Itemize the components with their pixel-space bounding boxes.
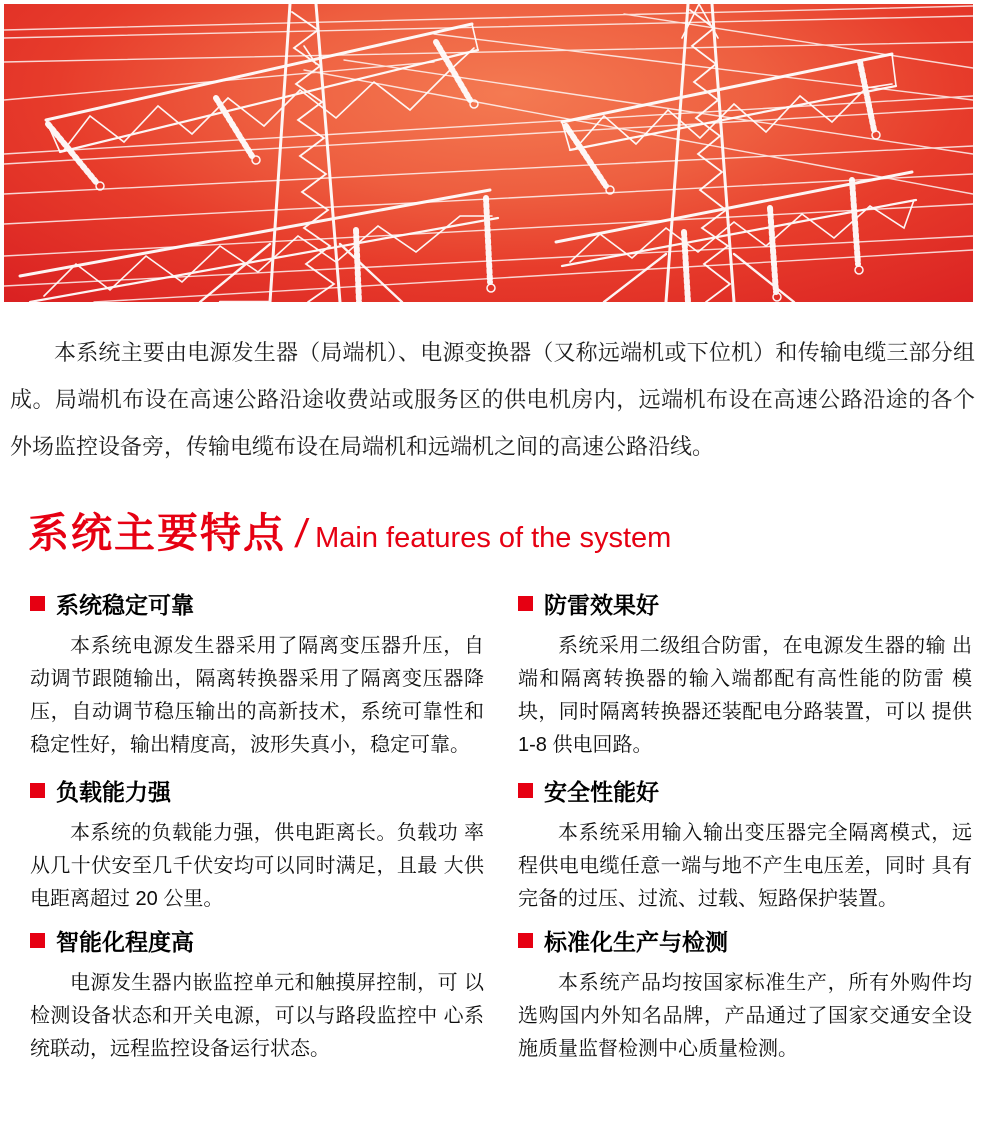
section-heading	[28, 500, 1000, 559]
feature-title	[518, 774, 972, 807]
feature-safety-performance	[518, 774, 972, 924]
red-square-bullet-icon	[30, 783, 45, 798]
feature-title-text: 负载能力强	[56, 779, 171, 805]
transmission-towers-graphic	[4, 4, 973, 302]
feature-title	[30, 774, 484, 807]
feature-body: 电源发生器内嵌监控单元和触摸屏控制，可 以检测设备状态和开关电源，可以与路段监控中 心系统联动，远程监控设备运行状态。	[30, 972, 484, 1060]
red-square-bullet-icon	[518, 933, 533, 948]
brochure-page	[0, 4, 1000, 1127]
red-square-bullet-icon	[30, 596, 45, 611]
red-square-bullet-icon	[518, 596, 533, 611]
feature-system-stability	[30, 587, 484, 774]
section-heading-en: Main features of the system	[315, 522, 672, 554]
feature-standardized-production	[518, 924, 972, 1066]
feature-body: 本系统的负载能力强，供电距离长。负载功 率从几十伏安至几千伏安均可以同时满足，且最 大供电距离超过 20 公里。	[30, 822, 484, 910]
section-heading-slash: /	[292, 512, 311, 556]
feature-body: 系统采用二级组合防雷，在电源发生器的输 出端和隔离转换器的输入端都配有高性能的防雷 模块，同时隔离转换器还装配电分路装置，可以 提供1-8 供电回路。	[518, 635, 972, 756]
intro-paragraph: 本系统主要由电源发生器（局端机）、电源变换器（又称远端机或下位机）和传输电缆三部分组成。局端机布设在高速公路沿途收费站或服务区的供电机房内，远端机布设在高速公路沿途的各个外场监控设备旁，传输电缆布设在局端机和远端机之间的高速公路沿线。	[10, 340, 975, 459]
feature-title	[518, 587, 972, 620]
feature-lightning-protection	[518, 587, 972, 774]
features-grid	[30, 587, 972, 1066]
section-heading-zh: 系统主要特点	[28, 510, 286, 556]
feature-title	[518, 924, 972, 957]
feature-title-text: 系统稳定可靠	[56, 592, 194, 618]
feature-title	[30, 924, 484, 957]
feature-body: 本系统产品均按国家标准生产，所有外购件均选购国内外知名品牌，产品通过了国家交通安全设施质量监督检测中心质量检测。	[518, 972, 972, 1060]
feature-title-text: 安全性能好	[544, 779, 659, 805]
feature-title	[30, 587, 484, 620]
right-tower-graphic	[556, 4, 916, 302]
feature-body: 本系统采用输入输出变压器完全隔离模式，远程供电电缆任意一端与地不产生电压差，同时 具有完备的过压、过流、过载、短路保护装置。	[518, 822, 972, 910]
feature-title-text: 标准化生产与检测	[544, 929, 728, 955]
red-square-bullet-icon	[518, 783, 533, 798]
feature-title-text: 智能化程度高	[56, 929, 194, 955]
red-square-bullet-icon	[30, 933, 45, 948]
feature-body: 本系统电源发生器采用了隔离变压器升压，自动调节跟随输出，隔离转换器采用了隔离变压器降压，自动调节稳压输出的高新技术，系统可靠性和稳定性好，输出精度高，波形失真小，稳定可靠。	[30, 635, 484, 756]
left-tower-graphic	[20, 4, 498, 302]
feature-intelligence	[30, 924, 484, 1066]
feature-title-text: 防雷效果好	[544, 592, 659, 618]
hero-banner	[4, 4, 973, 302]
feature-load-capacity	[30, 774, 484, 924]
